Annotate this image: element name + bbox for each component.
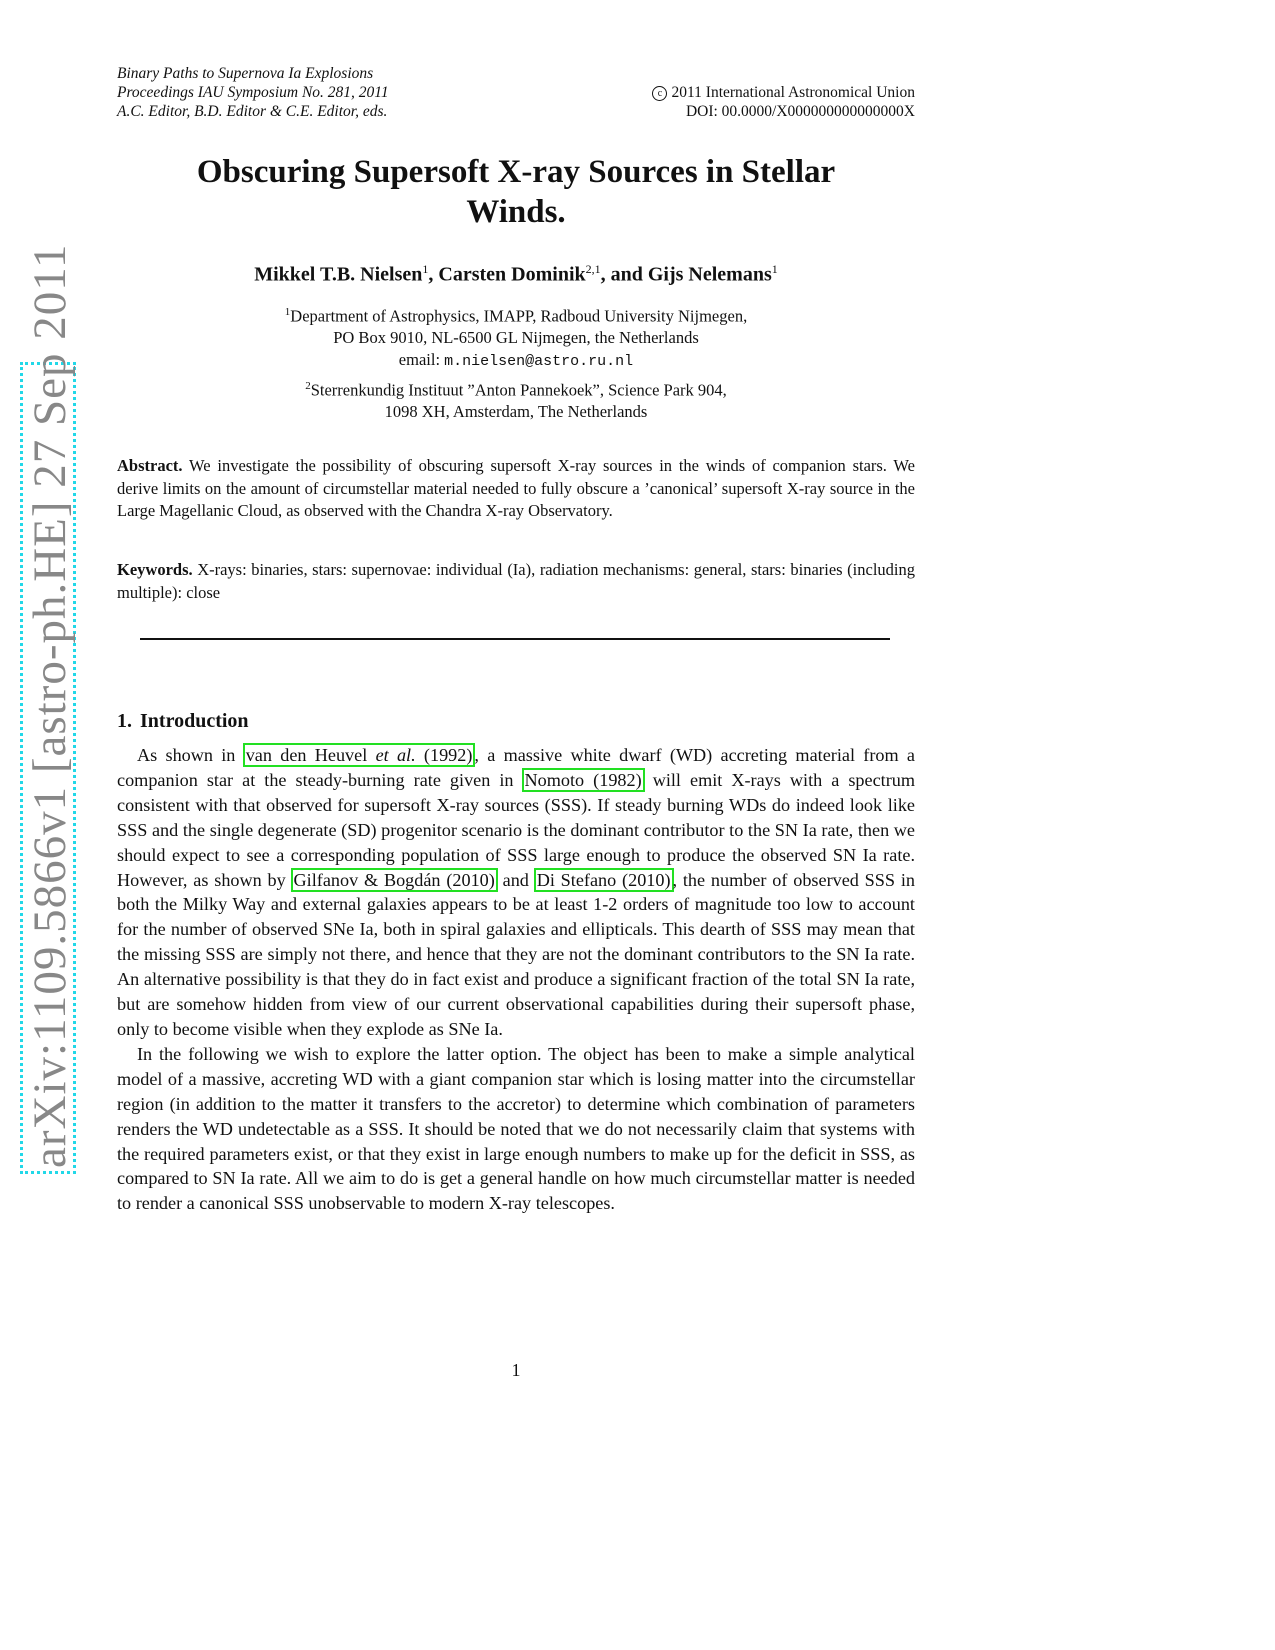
email-line xyxy=(117,349,915,373)
affiliation-2-line-1 xyxy=(117,376,915,401)
arxiv-identifier[interactable]: arXiv:1109.5866v1 [astro-ph.HE] 27 Sep 2011 xyxy=(24,243,76,1168)
author-separator: , and xyxy=(600,263,648,286)
author-name: Gijs Nelemans xyxy=(647,263,772,286)
author-list xyxy=(117,262,915,287)
keywords-text: X-rays: binaries, stars: supernovae: individual (Ia), radiation mechanisms: general, stars: binaries (including multiple): close xyxy=(117,560,915,602)
abstract-label: Abstract. xyxy=(117,456,183,475)
affiliations xyxy=(117,302,915,423)
affiliation-text: Sterrenkundig Instituut ”Anton Pannekoek”, Science Park 904, xyxy=(310,380,727,400)
affiliation-2-line-2: 1098 XH, Amsterdam, The Netherlands xyxy=(384,402,648,421)
copyright-icon: c xyxy=(652,86,667,101)
author-name: Mikkel T.B. Nielsen xyxy=(254,263,423,286)
copyright-line xyxy=(652,83,915,102)
running-header-left xyxy=(117,64,389,121)
keywords xyxy=(117,559,915,604)
text-run: will emit X-rays with a spectrum consistent with that observed for supersoft X-ray sources (SSS). If steady burning WDs do indeed look like SSS and the single degenerate (SD) progenitor scenario is the dominant contributor to the SN Ia rate, then we should expect to see a corresponding population of SSS large enough to produce the observed SN Ia rate. However, as shown by xyxy=(117,769,916,890)
affiliation-1-line-1 xyxy=(117,302,915,327)
text-run: , the number of observed SSS in both the Milky Way and external galaxies appears to be at least 1-2 orders of magnitude too low to account for the number of observed SNe Ia, both in spiral galaxies and ellipticals. This dearth of SSS may mean that the missing SSS are simply not there, and hence that they are not the dominant contributors to the SN Ia rate. An alternative possibility is that they do in fact exist and produce a significant fraction of the total SN Ia rate, but are somehow hidden from view of our current observational capabilities during their supersoft phase, only to become visible when they explode as SNe Ia. xyxy=(117,869,915,1039)
doi-line: DOI: 00.0000/X000000000000000X xyxy=(685,103,915,120)
citation-text: et al. xyxy=(375,745,416,765)
author-affiliation-mark: 2,1 xyxy=(585,262,601,276)
proceedings-line: Proceedings IAU Symposium No. 281, 2011 xyxy=(117,84,389,101)
title-line-2: Winds. xyxy=(466,194,566,230)
paragraph xyxy=(117,743,915,1042)
section-heading-introduction xyxy=(117,710,249,733)
citation-link-di-stefano-2010[interactable]: Di Stefano (2010) xyxy=(534,868,674,892)
paragraph: In the following we wish to explore the latter option. The object has been to make a simple analytical model of a massive, accreting WD with a giant companion star which is losing matter into the circumstellar region (in addition to the matter it transfers to the accretor) to determine which combination of parameters renders the WD undetectable as a SSS. It should be noted that we do not necessarily claim that systems with the required parameters exist, or that they exist in large enough numbers to make up for the deficit in SSS, as compared to SN Ia rate. All we aim to do is get a general handle on how much circumstellar matter is needed to render a canonical SSS unobservable to modern X-ray telescopes. xyxy=(117,1043,915,1214)
page-number: 1 xyxy=(511,1360,521,1380)
citation-link-gilfanov-bogdan-2010[interactable]: Gilfanov & Bogdán (2010) xyxy=(291,868,498,892)
text-run: , a massive white dwarf (WD) accreting material from a companion star at the steady-burning rate given in xyxy=(117,745,915,790)
title-line-1: Obscuring Supersoft X-ray Sources in Stellar xyxy=(196,154,836,190)
affiliation-text: Department of Astrophysics, IMAPP, Radboud University Nijmegen, xyxy=(290,306,748,326)
introduction-body xyxy=(117,743,915,1216)
section-divider xyxy=(140,638,890,640)
abstract-text: We investigate the possibility of obscuring supersoft X-ray sources in the winds of companion stars. We derive limits on the amount of circumstellar material needed to fully obscure a ’canonical’ supersoft X-ray source in the Large Magellanic Cloud, as observed with the Chandra X-ray Observatory. xyxy=(117,456,915,520)
copyright-text: 2011 International Astronomical Union xyxy=(671,84,915,101)
section-number: 1. xyxy=(117,710,132,732)
email-address[interactable]: m.nielsen@astro.ru.nl xyxy=(444,352,634,370)
journal-series: Binary Paths to Supernova Ia Explosions xyxy=(117,65,374,82)
paper-title xyxy=(117,152,915,232)
author-affiliation-mark: 1 xyxy=(422,262,429,276)
citation-link-van-den-heuvel-1992[interactable] xyxy=(243,743,476,767)
affiliation-mark: 1 xyxy=(284,306,291,318)
author-separator: , xyxy=(428,263,439,286)
citation-text: (1992) xyxy=(415,745,473,765)
editors-line: A.C. Editor, B.D. Editor & C.E. Editor, eds. xyxy=(117,103,388,120)
affiliation-mark: 2 xyxy=(305,380,311,392)
citation-link-nomoto-1982[interactable]: Nomoto (1982) xyxy=(522,768,645,792)
author-name: Carsten Dominik xyxy=(438,263,586,286)
section-title: Introduction xyxy=(140,710,249,732)
text-run: and xyxy=(496,869,535,890)
affiliation-1-line-2: PO Box 9010, NL-6500 GL Nijmegen, the Netherlands xyxy=(333,328,699,347)
citation-text: van den Heuvel xyxy=(245,745,376,765)
abstract xyxy=(117,455,915,523)
running-header-right xyxy=(652,83,915,121)
email-label: email: xyxy=(398,349,445,369)
text-run: As shown in xyxy=(137,745,244,765)
keywords-label: Keywords. xyxy=(117,560,193,579)
author-affiliation-mark: 1 xyxy=(771,262,778,276)
